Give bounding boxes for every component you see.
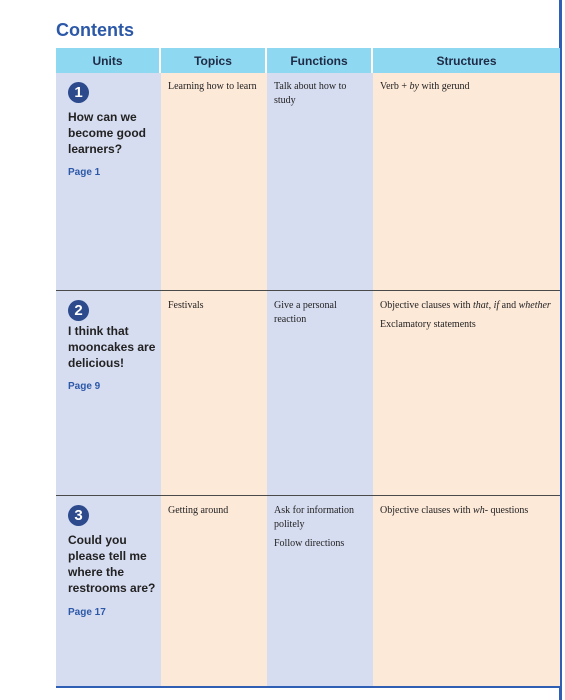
function-item: Talk about how to study [274, 81, 347, 106]
page-title: Contents [56, 20, 134, 40]
functions-list [274, 80, 366, 113]
unit-title: I think that mooncakes are delicious! [68, 324, 156, 370]
row-divider [56, 495, 560, 496]
structure-text: Verb + [380, 81, 410, 92]
structure-text: , [488, 300, 494, 311]
unit-title: How can we become good learners? [68, 110, 147, 156]
structure-text: Objective clauses with [380, 505, 474, 516]
topic-text: Getting around [168, 505, 229, 516]
topics-column [161, 48, 267, 686]
structure-item [380, 318, 558, 332]
unit-number-badge: 3 [68, 505, 89, 526]
structure-text: Objective clauses with [380, 300, 474, 311]
unit-page-link[interactable]: Page 1 [68, 167, 101, 178]
structure-text: by [409, 81, 419, 92]
structures-list [380, 80, 558, 99]
structure-text: that [473, 300, 489, 311]
structure-item [380, 299, 558, 313]
functions-list [274, 504, 366, 556]
unit-page-link[interactable]: Page 9 [68, 381, 101, 392]
frame-bottom-rule [56, 686, 562, 688]
topic-text: Festivals [168, 300, 204, 311]
structure-text: and [499, 300, 519, 311]
structure-item [380, 80, 558, 94]
functions-list [274, 299, 366, 332]
function-item: Follow directions [274, 538, 345, 549]
unit-page-link[interactable]: Page 17 [68, 607, 106, 618]
contents-table [56, 48, 560, 686]
structure-text: Exclamatory statements [380, 319, 476, 330]
structure-text: with gerund [418, 81, 470, 92]
functions-column [267, 48, 373, 686]
structure-text: wh- [473, 505, 489, 516]
header-functions: Functions [267, 48, 373, 73]
unit-number-badge: 1 [68, 82, 89, 103]
structure-item [380, 504, 558, 518]
topic-text: Learning how to learn [168, 81, 257, 92]
function-item: Give a personal reaction [274, 300, 337, 325]
structures-list [380, 299, 558, 337]
structure-text: questions [488, 505, 529, 516]
header-structures: Structures [373, 48, 560, 73]
function-item: Ask for information politely [274, 505, 354, 530]
header-topics: Topics [161, 48, 267, 73]
header-units: Units [56, 48, 161, 73]
structure-text: whether [518, 300, 551, 311]
unit-title: Could you please tell me where the restrooms are? [68, 533, 156, 595]
table-header [56, 48, 560, 73]
row-divider [56, 290, 560, 291]
structure-text: if [493, 300, 500, 311]
structures-column [373, 48, 560, 686]
unit-number-badge: 2 [68, 300, 89, 321]
structures-list [380, 504, 558, 523]
